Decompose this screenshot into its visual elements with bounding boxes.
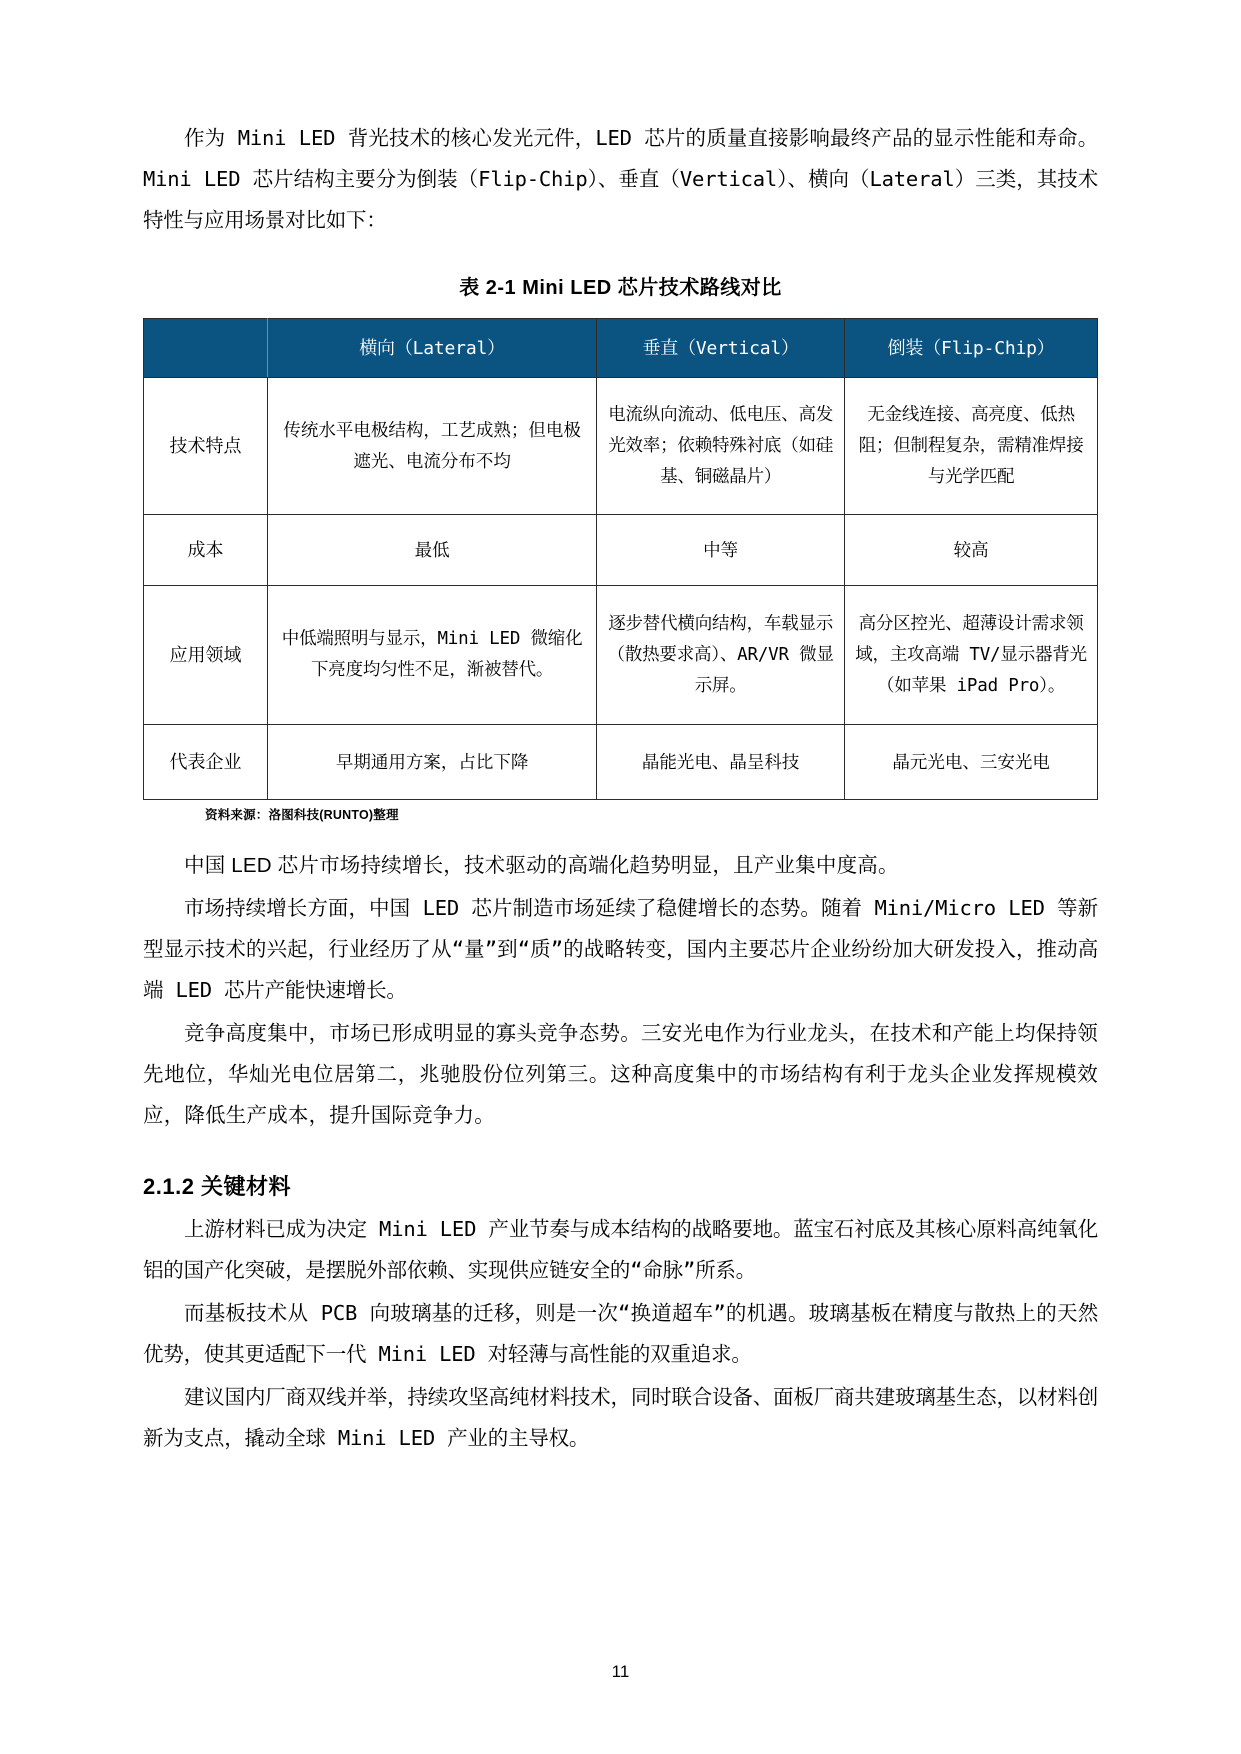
cell-companies-lateral: 早期通用方案，占比下降 [268, 725, 597, 800]
body-paragraph-3: 竞争高度集中，市场已形成明显的寡头竞争态势。三安光电作为行业龙头，在技术和产能上均保持领先地位，华灿光电位居第二，兆驰股份位列第三。这种高度集中的市场结构有利于龙头企业发挥规模效应，降低生产成本，提升国际竞争力。 [143, 1022, 1098, 1127]
table-header-flipchip: 倒装（Flip-Chip） [845, 319, 1098, 378]
row-label-companies: 代表企业 [144, 725, 268, 800]
table-row [144, 586, 1098, 725]
table-caption: 表 2-1 Mini LED 芯片技术路线对比 [459, 277, 782, 299]
cell-cost-lateral: 最低 [268, 515, 597, 586]
row-label-tech-features: 技术特点 [144, 378, 268, 515]
table-header-lateral: 横向（Lateral） [268, 319, 597, 378]
row-label-cost: 成本 [144, 515, 268, 586]
cell-applications-flipchip: 高分区控光、超薄设计需求领域，主攻高端 TV/显示器背光（如苹果 iPad Pro）。 [845, 586, 1098, 725]
cell-companies-flipchip: 晶元光电、三安光电 [845, 725, 1098, 800]
cell-applications-lateral: 中低端照明与显示，Mini LED 微缩化下亮度均匀性不足，渐被替代。 [268, 586, 597, 725]
table-source-note: 资料来源：洛图科技(RUNTO)整理 [205, 808, 399, 822]
table-header-corner [144, 319, 268, 378]
cell-tech-features-flipchip: 无金线连接、高亮度、低热阻；但制程复杂，需精准焊接与光学匹配 [845, 378, 1098, 515]
table-row [144, 378, 1098, 515]
page-number: 11 [611, 1662, 630, 1681]
row-label-applications: 应用领域 [144, 586, 268, 725]
body-paragraph-1: 中国 LED 芯片市场持续增长，技术驱动的高端化趋势明显，且产业集中度高。 [184, 854, 899, 877]
cell-tech-features-vertical: 电流纵向流动、低电压、高发光效率；依赖特殊衬底（如硅基、铜磁晶片） [597, 378, 845, 515]
table-row [144, 515, 1098, 586]
table-row [144, 725, 1098, 800]
section-paragraph-1: 上游材料已成为决定 Mini LED 产业节奏与成本结构的战略要地。蓝宝石衬底及其核心原料高纯氧化铝的国产化突破，是摆脱外部依赖、实现供应链安全的“命脉”所系。 [143, 1217, 1098, 1282]
intro-paragraph: 作为 Mini LED 背光技术的核心发光元件，LED 芯片的质量直接影响最终产品的显示性能和寿命。Mini LED 芯片结构主要分为倒装（Flip-Chip）、垂直（Vertical）、横向（Lateral）三类，其技术特性与应用场景对比如下： [143, 126, 1098, 232]
cell-cost-vertical: 中等 [597, 515, 845, 586]
body-paragraph-2: 市场持续增长方面，中国 LED 芯片制造市场延续了稳健增长的态势。随着 Mini/Micro LED 等新型显示技术的兴起，行业经历了从“量”到“质”的战略转变，国内主要芯片企业纷纷加大研发投入，推动高端 LED 芯片产能快速增长。 [143, 896, 1098, 1002]
section-heading-2-1-2: 2.1.2 关键材料 [143, 1174, 292, 1199]
cell-cost-flipchip: 较高 [845, 515, 1098, 586]
cell-applications-vertical: 逐步替代横向结构，车载显示（散热要求高）、AR/VR 微显示屏。 [597, 586, 845, 725]
chip-technology-table [143, 318, 1098, 800]
section-paragraph-3: 建议国内厂商双线并举，持续攻坚高纯材料技术，同时联合设备、面板厂商共建玻璃基生态，以材料创新为支点，撬动全球 Mini LED 产业的主导权。 [143, 1385, 1098, 1450]
cell-tech-features-lateral: 传统水平电极结构，工艺成熟；但电极遮光、电流分布不均 [268, 378, 597, 515]
table-header-vertical: 垂直（Vertical） [597, 319, 845, 378]
table-header-row [144, 319, 1098, 378]
cell-companies-vertical: 晶能光电、晶呈科技 [597, 725, 845, 800]
section-paragraph-2: 而基板技术从 PCB 向玻璃基的迁移，则是一次“换道超车”的机遇。玻璃基板在精度与散热上的天然优势，使其更适配下一代 Mini LED 对轻薄与高性能的双重追求。 [143, 1301, 1098, 1366]
